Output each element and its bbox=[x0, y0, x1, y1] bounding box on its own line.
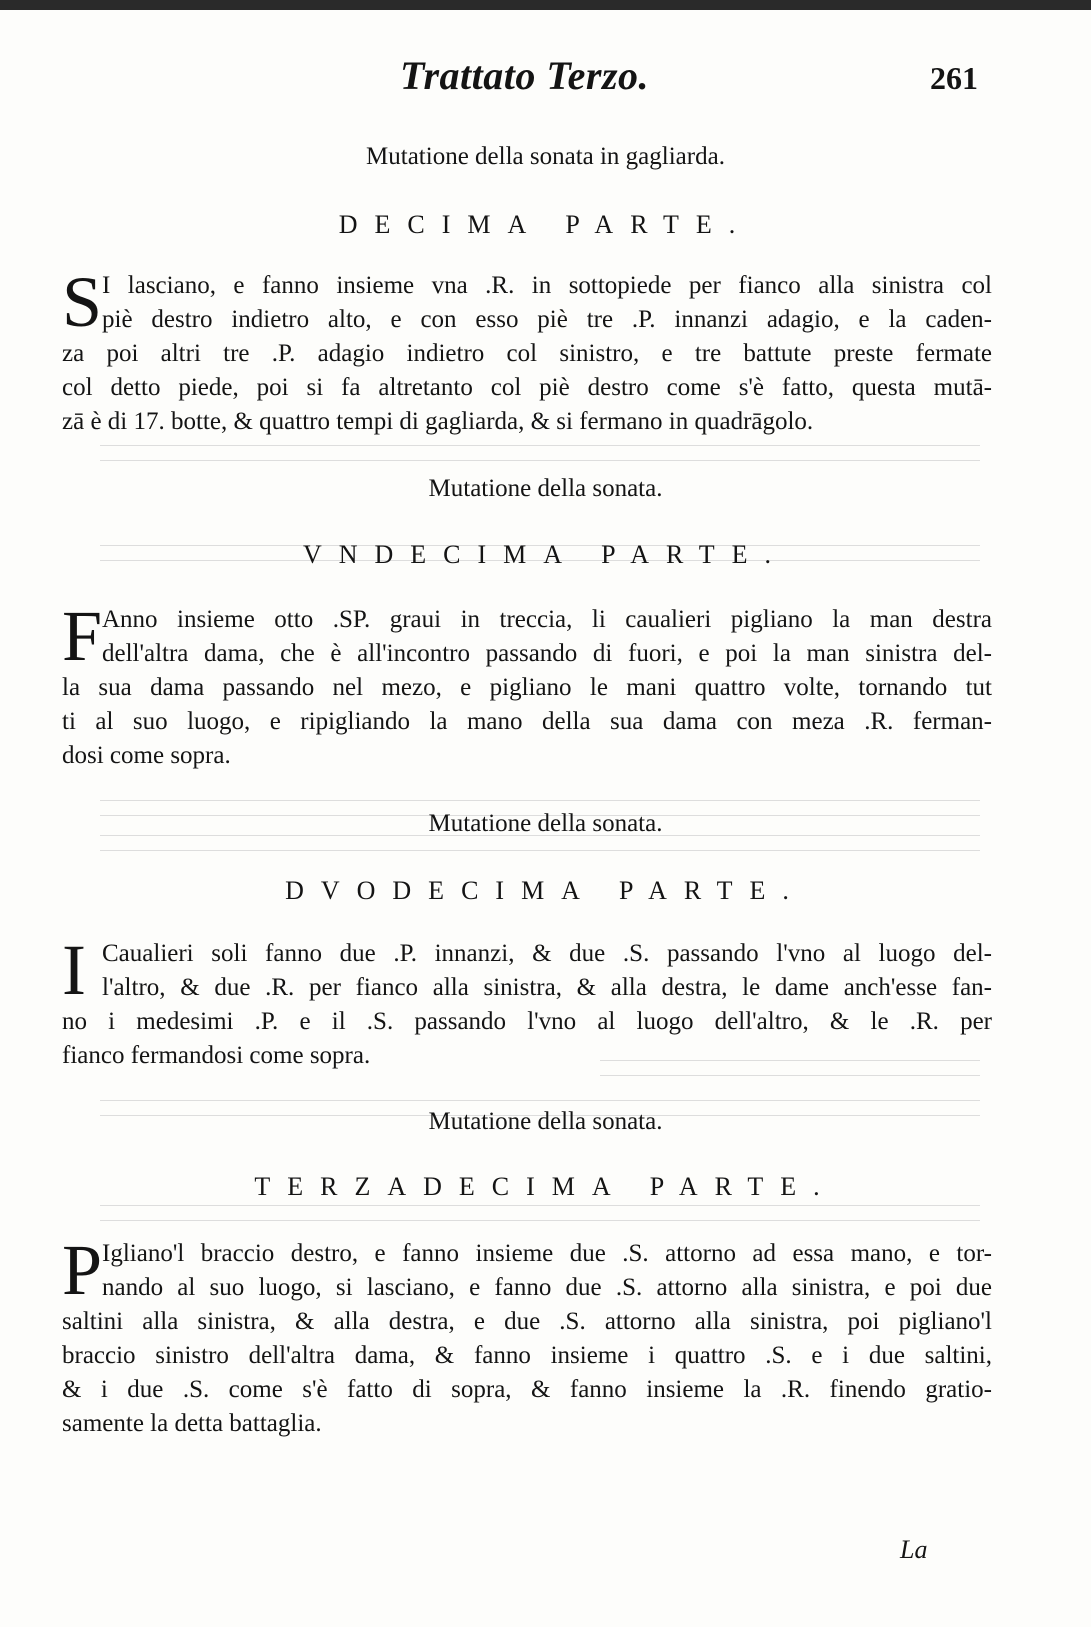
section-heading: DECIMA PARTE. bbox=[338, 210, 753, 239]
text-line: & i due .S. come s'è fatto di sopra, & fanno insieme la .R. finendo gratio- bbox=[62, 1376, 992, 1403]
text-line: ti al suo luogo, e ripigliando la mano della sua dama con meza .R. ferman- bbox=[62, 708, 992, 735]
section-heading: VNDECIMA PARTE. bbox=[302, 540, 789, 569]
text-line: za poi altri tre .P. adagio indietro col sinistro, e tre battute preste fermate bbox=[62, 340, 992, 367]
text-line: la sua dama passando nel mezo, e pigliano le mani quattro volte, tornando tut bbox=[62, 674, 992, 701]
mutation-caption: Mutatione della sonata. bbox=[428, 475, 663, 502]
text-line: piè destro indietro alto, e con esso piè tre .P. innanzi adagio, e la caden- bbox=[102, 306, 992, 333]
mutation-caption: Mutatione della sonata. bbox=[428, 1108, 663, 1135]
text-line: dosi come sopra. bbox=[62, 742, 231, 769]
text-line: I lasciano, e fanno insieme vna .R. in sottopiede per fianco alla sinistra col bbox=[102, 272, 992, 299]
drop-cap: S bbox=[62, 262, 103, 342]
text-line: fianco fermandosi come sopra. bbox=[62, 1042, 371, 1069]
text-line: dell'altra dama, che è all'incontro passando di fuori, e poi la man sinistra del- bbox=[102, 640, 992, 667]
mutation-caption: Mutatione della sonata. bbox=[428, 810, 663, 837]
page-number: 261 bbox=[930, 60, 978, 96]
drop-cap: F bbox=[62, 596, 103, 676]
bleed-staff bbox=[100, 1205, 980, 1221]
running-title: Trattato Terzo. bbox=[400, 53, 650, 98]
drop-cap: P bbox=[62, 1230, 103, 1310]
text-line: l'altro, & due .R. per fianco alla sinistra, & alla destra, le dame anch'esse fan- bbox=[102, 974, 992, 1001]
text-line: Anno insieme otto .SP. graui in treccia, li caualieri pigliano la man destra bbox=[102, 606, 992, 633]
text-line: Igliano'l braccio destro, e fanno insieme due .S. attorno ad essa mano, e tor- bbox=[102, 1240, 992, 1267]
text-line: zā è di 17. botte, & quattro tempi di gagliarda, & si fermano in quadrāgolo. bbox=[62, 408, 814, 435]
text-line: nando al suo luogo, si lasciano, e fanno due .S. attorno alla sinistra, e poi due bbox=[102, 1274, 992, 1301]
text-line: samente la detta battaglia. bbox=[62, 1410, 322, 1437]
text-line: saltini alla sinistra, & alla destra, e due .S. attorno alla sinistra, poi pigliano'l bbox=[62, 1308, 992, 1335]
catchword: La bbox=[900, 1535, 928, 1564]
mutation-caption: Mutatione della sonata in gagliarda. bbox=[366, 143, 725, 170]
text-line: col detto piede, poi si fa altretanto col piè destro come s'è fatto, questa mutā- bbox=[62, 374, 992, 401]
drop-cap: I bbox=[62, 930, 86, 1010]
text-line: braccio sinistro dell'altra dama, & fanno insieme i quattro .S. e i due saltini, bbox=[62, 1342, 992, 1369]
text-line: no i medesimi .P. e il .S. passando l'vno al luogo dell'altro, & le .R. per bbox=[62, 1008, 992, 1035]
top-border bbox=[0, 0, 1091, 10]
section-heading: DVODECIMA PARTE. bbox=[285, 876, 806, 905]
text-line: Caualieri soli fanno due .P. innanzi, & due .S. passando l'vno al luogo del- bbox=[102, 940, 992, 967]
section-heading: TERZADECIMA PARTE. bbox=[254, 1172, 837, 1201]
bleed-staff bbox=[100, 445, 980, 461]
